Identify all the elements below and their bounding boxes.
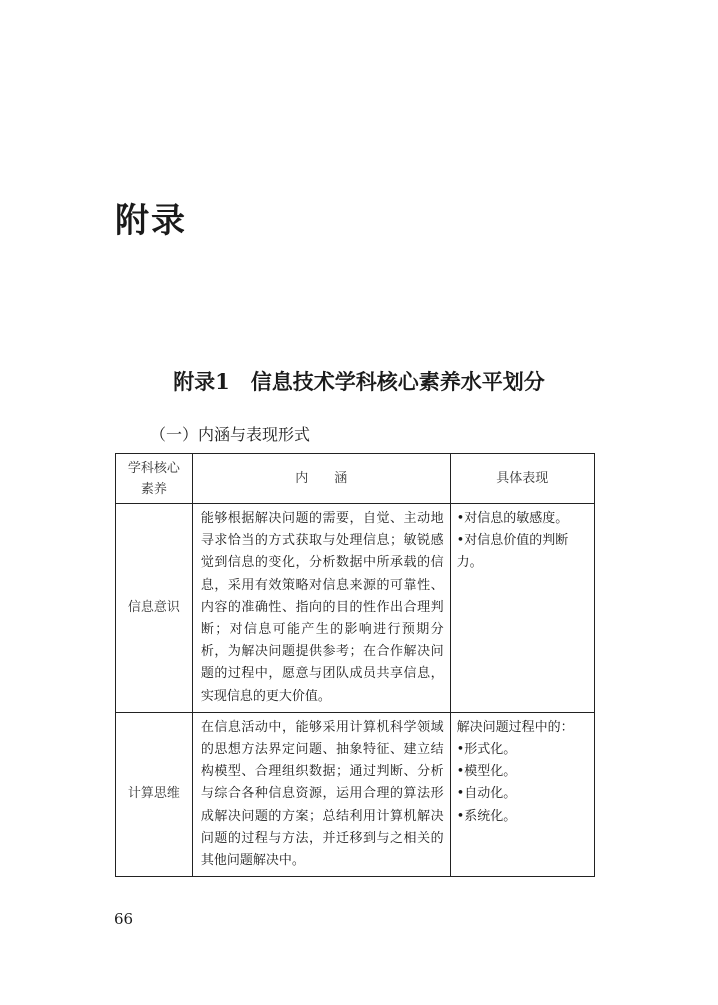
row-performance [450, 712, 594, 876]
header-literacy: 学科核心素养 [116, 454, 193, 504]
row-name: 信息意识 [116, 504, 193, 713]
performance-item: •对信息价值的判断力。 [456, 533, 569, 571]
header-performance: 具体表现 [450, 454, 594, 504]
performance-item: •系统化。 [456, 808, 517, 824]
performance-item: •形式化。 [456, 742, 517, 758]
table-row [116, 712, 595, 876]
chapter-title: 附录 [115, 201, 187, 241]
performance-item: 解决问题过程中的： [456, 719, 574, 735]
row-description: 在信息活动中，能够采用计算机科学领域的思想方法界定问题、抽象特征、建立结构模型、合理组织数据；通过判断、分析与综合各种信息资源，运用合理的算法形成解决问题的方案；总结利用计算机解决问题的过程与方法，并迁移到与之相关的其他问题解决中。 [192, 712, 450, 876]
page-number: 66 [114, 910, 134, 928]
section-title: （一）内涵与表现形式 [150, 425, 311, 444]
appendix-title: 附录1 信息技术学科核心素养水平划分 [173, 369, 545, 394]
table-header-row [116, 454, 595, 504]
row-performance [450, 504, 594, 713]
row-description: 能够根据解决问题的需要，自觉、主动地寻求恰当的方式获取与处理信息；敏锐感觉到信息的变化，分析数据中所承载的信息，采用有效策略对信息来源的可靠性、内容的准确性、指向的目的性作出合理判断；对信息可能产生的影响进行预期分析，为解决问题提供参考；在合作解决问题的过程中，愿意与团队成员共享信息，实现信息的更大价值。 [192, 504, 450, 713]
literacy-table [115, 453, 595, 877]
row-name: 计算思维 [116, 712, 193, 876]
header-connotation: 内 涵 [192, 454, 450, 504]
performance-item: •模型化。 [456, 764, 517, 780]
table-row [116, 504, 595, 713]
performance-item: •对信息的敏感度。 [456, 511, 569, 526]
performance-item: •自动化。 [456, 786, 517, 802]
